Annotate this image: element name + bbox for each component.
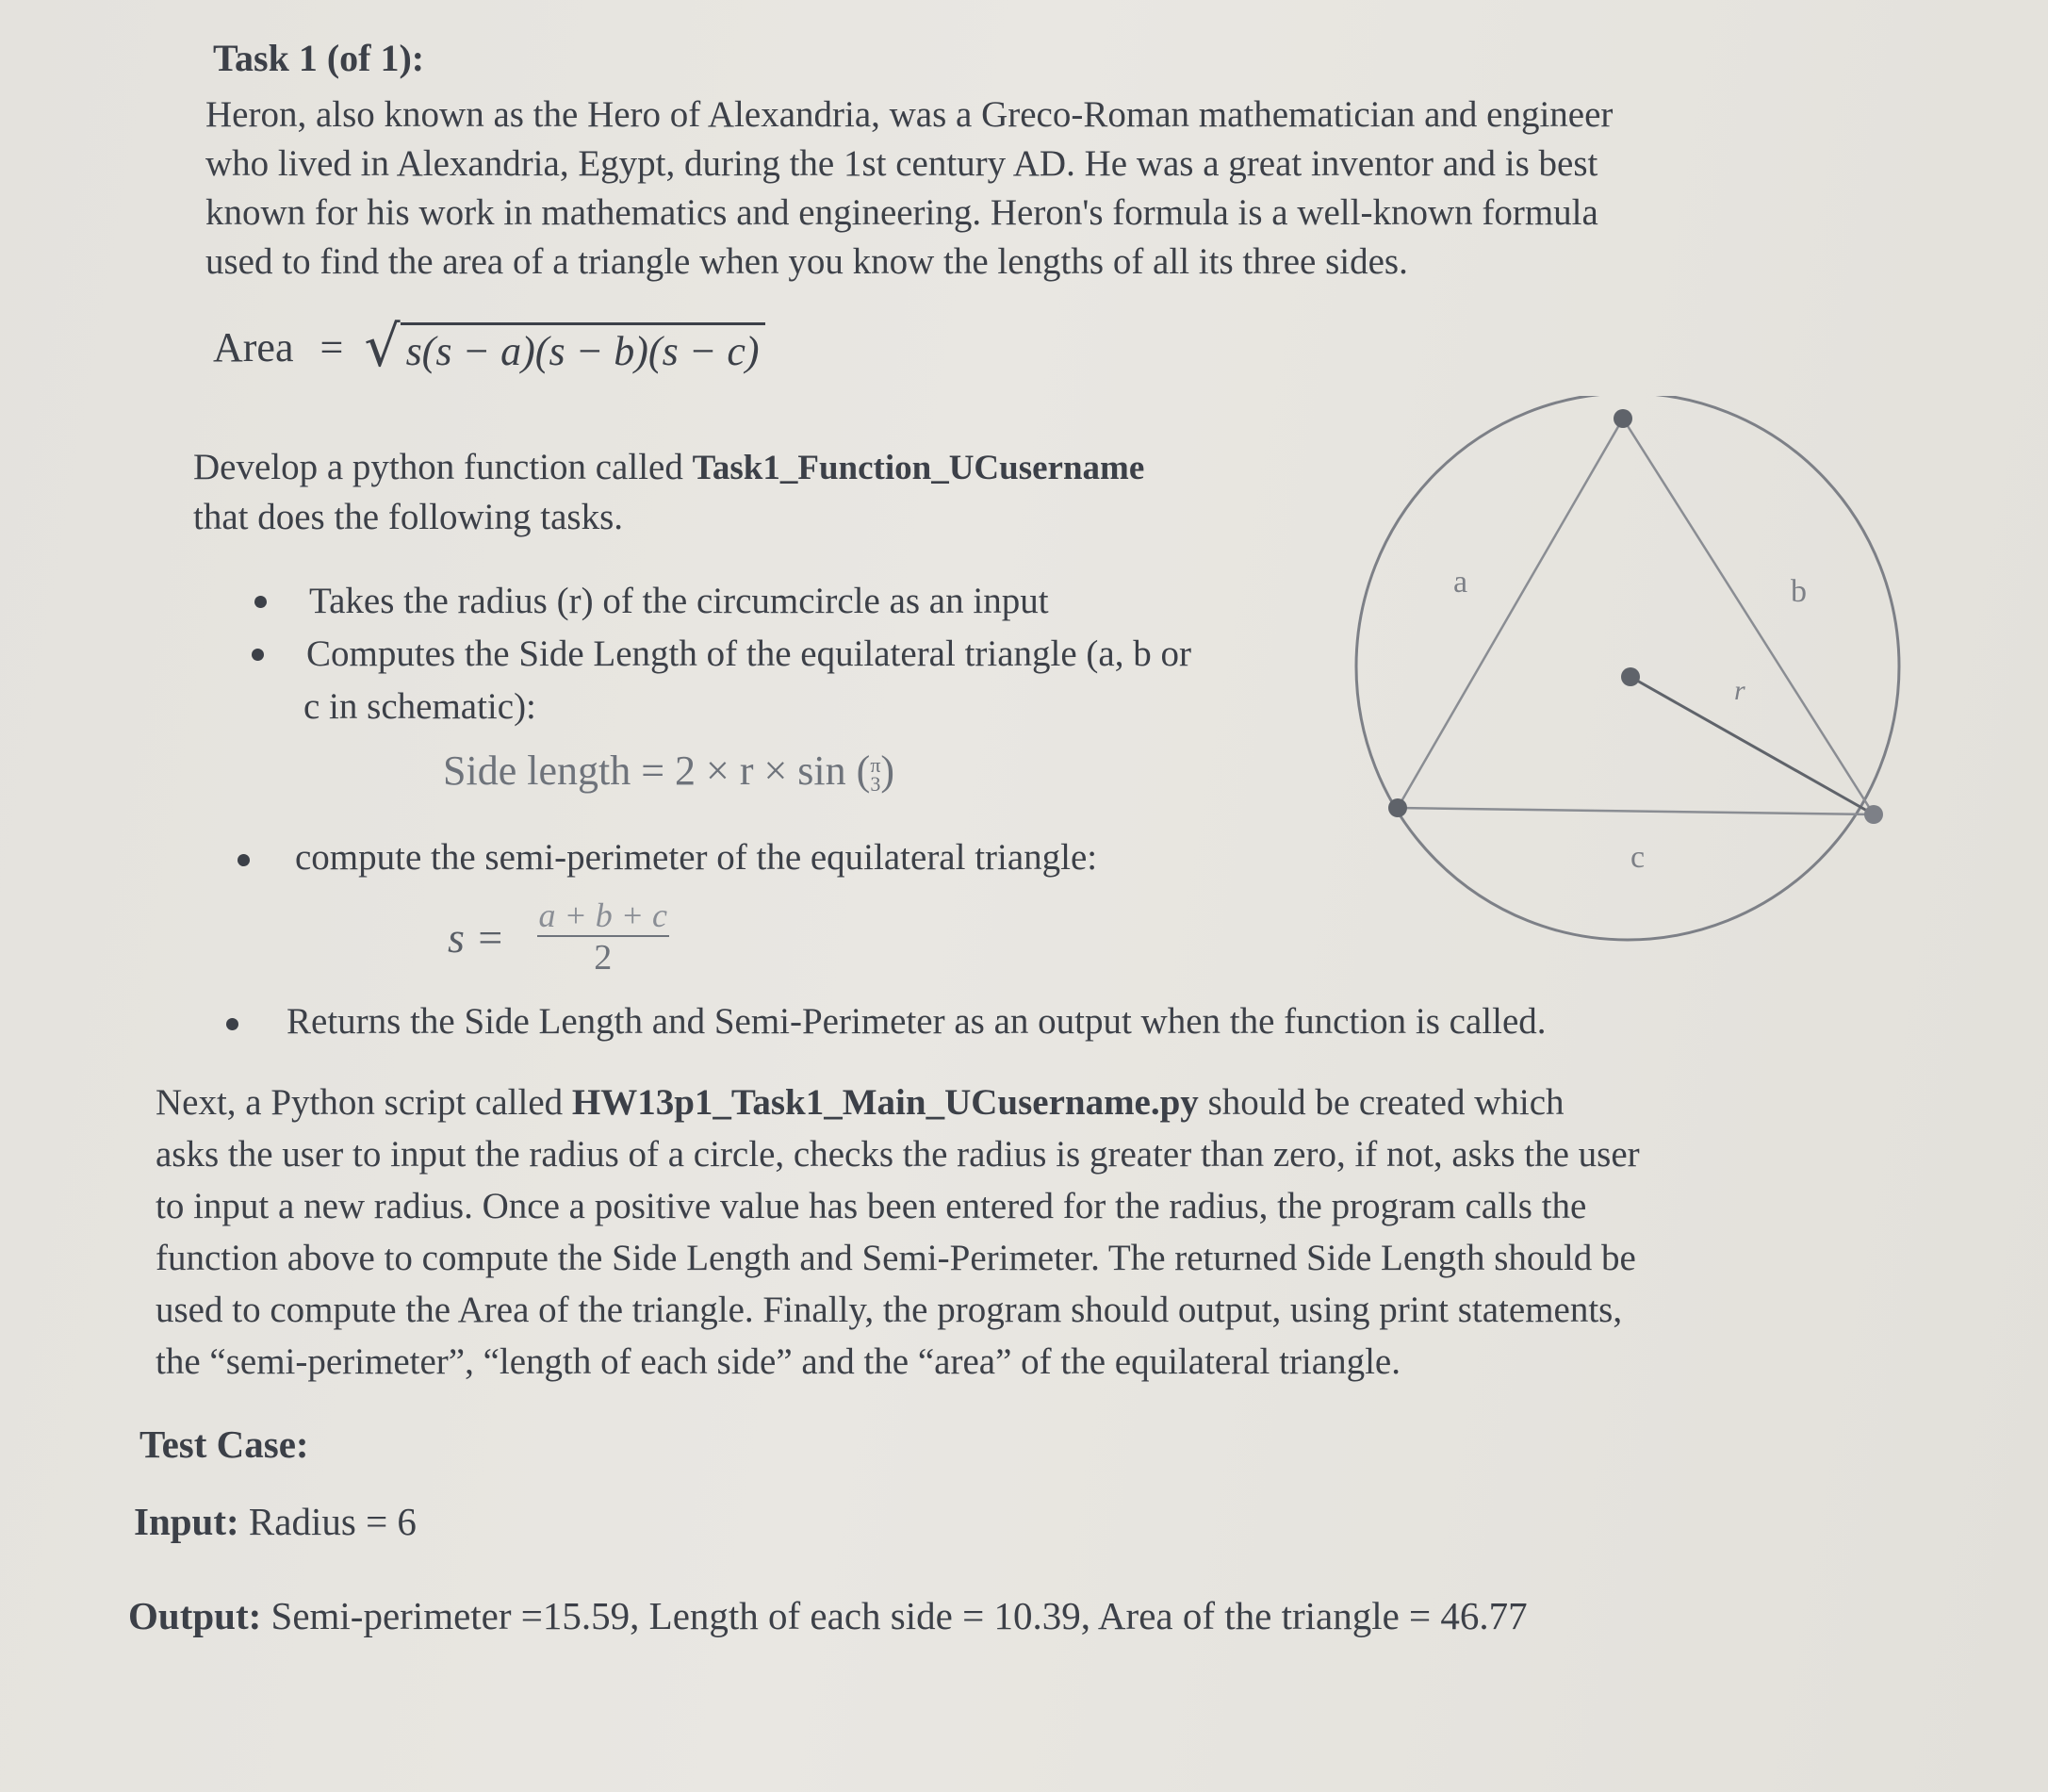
s-lhs: s = bbox=[448, 912, 505, 962]
heron-area-formula bbox=[213, 314, 765, 380]
equals-sign: = bbox=[319, 323, 344, 370]
intro-line: Heron, also known as the Hero of Alexandria, was a Greco-Roman mathematician and engineer bbox=[205, 94, 1614, 135]
script-name: HW13p1_Task1_Main_UCusername.py bbox=[571, 1082, 1199, 1123]
radius-line bbox=[1630, 677, 1874, 814]
input-value: Radius = 6 bbox=[238, 1500, 417, 1543]
radicand: s(s − a)(s − b)(s − c) bbox=[401, 322, 765, 375]
bullet-input-radius: Takes the radius (r) of the circumcircle as an input bbox=[309, 581, 1049, 621]
bullet-dot-icon bbox=[254, 596, 267, 608]
test-input bbox=[134, 1499, 417, 1544]
vertex-right bbox=[1864, 805, 1883, 824]
next-line: the “semi-perimeter”, “length of each side” and the “area” of the equilateral triangle. bbox=[156, 1341, 1401, 1382]
test-case-heading: Test Case: bbox=[139, 1422, 309, 1466]
bullet-dot-icon bbox=[238, 854, 250, 866]
side-formula-close: ) bbox=[880, 748, 895, 794]
bullet-returns: Returns the Side Length and Semi-Perimeter as an output when the function is called. bbox=[287, 1001, 1547, 1042]
bullet-side-length-cont: c in schematic): bbox=[303, 686, 536, 727]
s-denominator: 2 bbox=[594, 938, 613, 978]
next-suffix: should be created which bbox=[1198, 1082, 1565, 1123]
next-line: function above to compute the Side Length and Semi-Perimeter. The returned Side Length should be bbox=[156, 1238, 1636, 1278]
side-formula-text: Side length = 2 × r × sin ( bbox=[443, 748, 871, 794]
input-label: Input: bbox=[134, 1500, 239, 1543]
task-title: Task 1 (of 1): bbox=[213, 37, 425, 79]
next-line: used to compute the Area of the triangle. Finally, the program should output, using print statements, bbox=[156, 1290, 1623, 1330]
circumcircle-diagram bbox=[1338, 396, 1923, 962]
vertex-left bbox=[1388, 798, 1407, 817]
frac-num: π bbox=[870, 752, 881, 777]
label-a: a bbox=[1453, 565, 1468, 600]
bullet-dot-icon bbox=[226, 1018, 238, 1030]
pi-over-three bbox=[870, 752, 881, 796]
side-b-line bbox=[1623, 419, 1874, 814]
frac-den: 3 bbox=[870, 771, 881, 796]
bullet-semi-perimeter: compute the semi-perimeter of the equilateral triangle: bbox=[295, 837, 1098, 878]
next-prefix: Next, a Python script called bbox=[156, 1082, 572, 1123]
label-c: c bbox=[1630, 840, 1646, 875]
side-length-formula bbox=[443, 747, 894, 795]
bullet-side-length: Computes the Side Length of the equilateral triangle (a, b or bbox=[306, 633, 1191, 674]
semi-perimeter-formula bbox=[448, 896, 677, 978]
intro-line: known for his work in mathematics and engineering. Heron's formula is a well-known formula bbox=[205, 192, 1598, 233]
develop-line2: that does the following tasks. bbox=[193, 497, 624, 537]
s-fraction bbox=[529, 896, 677, 978]
intro-paragraph bbox=[205, 90, 1613, 287]
side-c-line bbox=[1398, 808, 1874, 814]
label-b: b bbox=[1791, 574, 1807, 609]
next-paragraph bbox=[156, 1077, 1640, 1388]
square-root bbox=[364, 314, 764, 380]
next-line: asks the user to input the radius of a circle, checks the radius is greater than zero, if not, asks the user bbox=[156, 1134, 1640, 1175]
radical-sign-icon: √ bbox=[364, 314, 401, 380]
next-line: to input a new radius. Once a positive value has been entered for the radius, the program calls the bbox=[156, 1186, 1587, 1226]
output-label: Output: bbox=[128, 1594, 262, 1637]
label-r: r bbox=[1734, 675, 1745, 706]
intro-line: who lived in Alexandria, Egypt, during the 1st century AD. He was a great inventor and is best bbox=[205, 143, 1598, 184]
intro-line: used to find the area of a triangle when you know the lengths of all its three sides. bbox=[205, 241, 1408, 282]
center-point bbox=[1621, 667, 1640, 686]
develop-instructions bbox=[193, 443, 1144, 542]
output-value: Semi-perimeter =15.59, Length of each side = 10.39, Area of the triangle = 46.77 bbox=[261, 1594, 1528, 1637]
area-lhs: Area bbox=[213, 323, 294, 370]
vertex-top bbox=[1614, 409, 1632, 428]
test-output bbox=[128, 1593, 1528, 1638]
develop-prefix: Develop a python function called bbox=[193, 447, 693, 487]
bullet-dot-icon bbox=[252, 649, 264, 661]
function-name: Task1_Function_UCusername bbox=[692, 449, 1145, 487]
s-numerator: a + b + c bbox=[538, 896, 668, 934]
